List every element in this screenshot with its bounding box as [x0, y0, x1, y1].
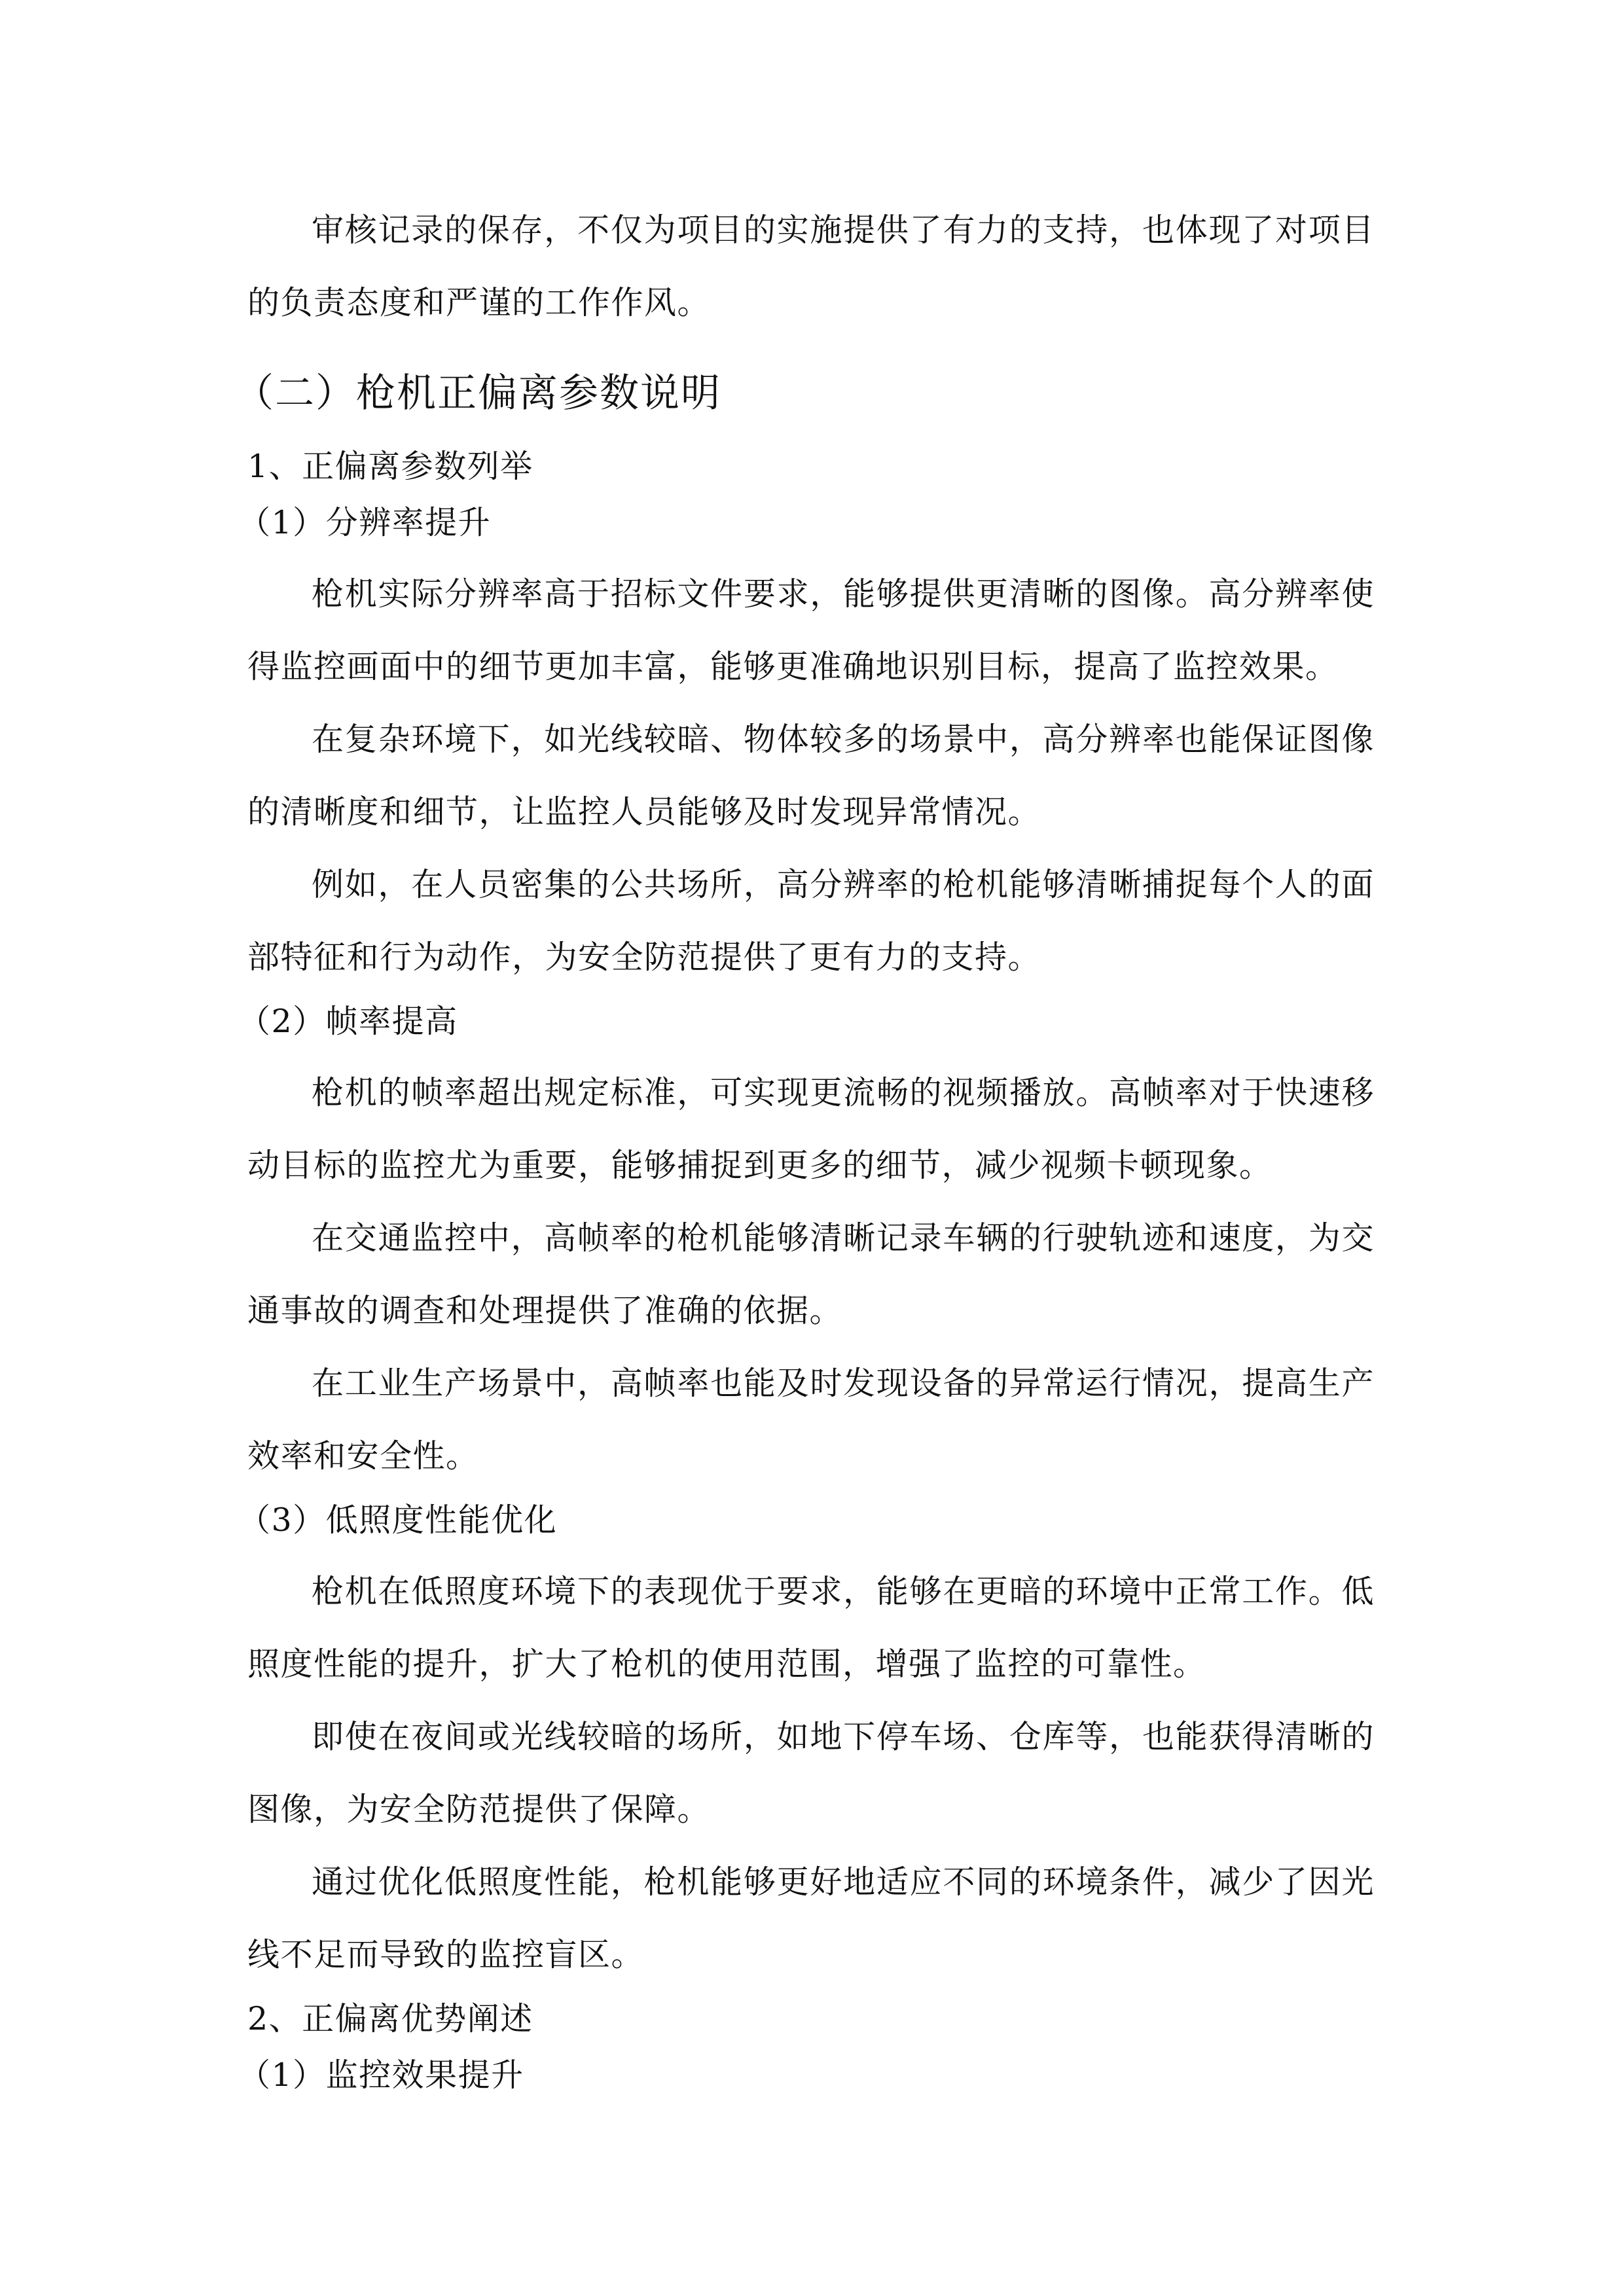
heading-resolution: （1）分辨率提升 [238, 504, 492, 541]
heading-framerate: （2）帧率提高 [238, 1003, 458, 1040]
paragraph-resolution-3: 例如，在人员密集的公共场所，高分辨率的枪机能够清晰捕捉每个人的面部特征和行为动作，为安全防范提供了更有力的支持。 [247, 866, 1375, 976]
heading-advantage: 2、正偏离优势阐述 [247, 2000, 533, 2037]
paragraph-lowlight-3: 通过优化低照度性能，枪机能够更好地适应不同的环境条件，减少了因光线不足而导致的监控盲区。 [247, 1863, 1375, 1973]
section-title: （二）枪机正偏离参数说明 [234, 370, 721, 416]
paragraph-framerate-1: 枪机的帧率超出规定标准，可实现更流畅的视频播放。高帧率对于快速移动目标的监控尤为重要，能够捕捉到更多的细节，减少视频卡顿现象。 [247, 1074, 1375, 1184]
heading-param-list: 1、正偏离参数列举 [247, 448, 533, 485]
heading-monitor-effect: （1）监控效果提升 [238, 2056, 524, 2094]
paragraph-lowlight-1: 枪机在低照度环境下的表现优于要求，能够在更暗的环境中正常工作。低照度性能的提升，扩大了枪机的使用范围，增强了监控的可靠性。 [247, 1573, 1375, 1683]
paragraph-resolution-1: 枪机实际分辨率高于招标文件要求，能够提供更清晰的图像。高分辨率使得监控画面中的细节更加丰富，能够更准确地识别目标，提高了监控效果。 [247, 575, 1375, 685]
document-body [234, 194, 1375, 2110]
heading-lowlight: （3）低照度性能优化 [238, 1501, 558, 1539]
paragraph-lowlight-2: 即使在夜间或光线较暗的场所，如地下停车场、仓库等，也能获得清晰的图像，为安全防范提供了保障。 [247, 1718, 1375, 1828]
paragraph-intro: 审核记录的保存，不仅为项目的实施提供了有力的支持，也体现了对项目的负责态度和严谨的工作作风。 [247, 211, 1375, 321]
paragraph-framerate-2: 在交通监控中，高帧率的枪机能够清晰记录车辆的行驶轨迹和速度，为交通事故的调查和处理提供了准确的依据。 [247, 1219, 1375, 1329]
paragraph-resolution-2: 在复杂环境下，如光线较暗、物体较多的场景中，高分辨率也能保证图像的清晰度和细节，让监控人员能够及时发现异常情况。 [247, 721, 1375, 831]
paragraph-framerate-3: 在工业生产场景中，高帧率也能及时发现设备的异常运行情况，提高生产效率和安全性。 [247, 1365, 1375, 1475]
